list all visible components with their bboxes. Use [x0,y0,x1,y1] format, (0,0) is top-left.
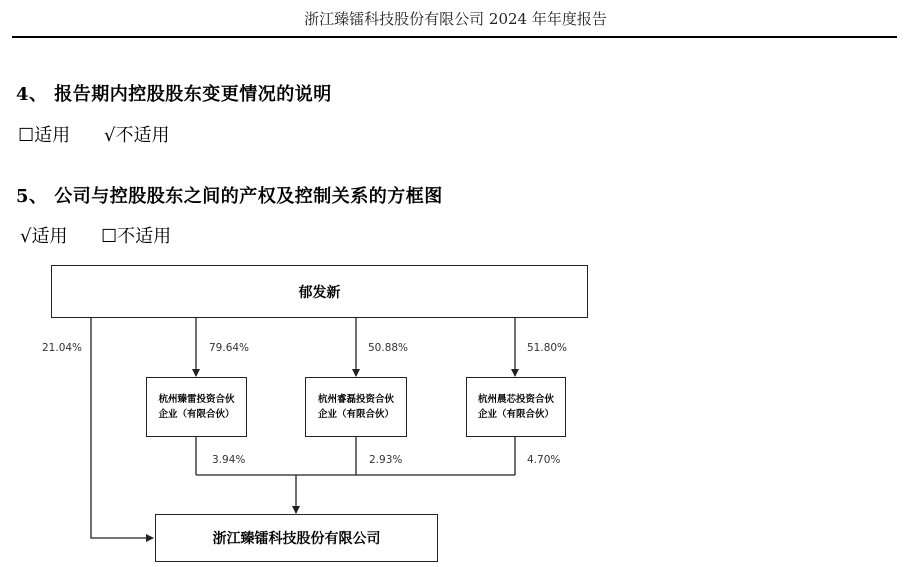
partnership-2-line1: 杭州睿磊投资合伙 [317,394,394,405]
company-label: 浙江臻镭科技股份有限公司 [212,531,381,547]
section4-heading: 4、 报告期内控股股东变更情况的说明 [16,84,332,105]
partnership-box-1 [146,377,247,437]
p1-to-company-pct: 3.94% [212,454,246,466]
p3-to-company-pct: 4.70% [527,454,561,466]
partnership-1-line1: 杭州臻雷投资合伙 [158,394,235,405]
top-holder-label: 郁发新 [298,284,341,301]
direct-holding-pct: 21.04% [42,342,83,354]
section4-option-not-applicable: √不适用 [104,125,170,146]
partnership-3-line2: 企业（有限合伙） [477,409,554,420]
partnership-3-line1: 杭州晨芯投资合伙 [477,394,554,405]
page-header: 浙江臻镭科技股份有限公司 2024 年年度报告 [304,10,607,28]
top-to-p3-pct: 51.80% [527,342,568,354]
company-box [155,514,438,562]
section5-option-applicable: √适用 [20,226,68,247]
top-to-p2-pct: 50.88% [368,342,409,354]
direct-holding-line [91,317,153,538]
partnership-1-line2: 企业（有限合伙） [158,409,235,420]
section4-option-applicable: ☐适用 [18,125,71,146]
section5-option-not-applicable: ☐不适用 [101,226,172,247]
partnership-box-3 [466,377,566,437]
top-holder-box [51,265,588,318]
section5-heading: 5、 公司与控股股东之间的产权及控制关系的方框图 [16,186,443,207]
partnership-2-line2: 企业（有限合伙） [317,409,394,420]
top-to-p1-pct: 79.64% [209,342,250,354]
partnership-box-2 [305,377,407,437]
p2-to-company-pct: 2.93% [369,454,403,466]
